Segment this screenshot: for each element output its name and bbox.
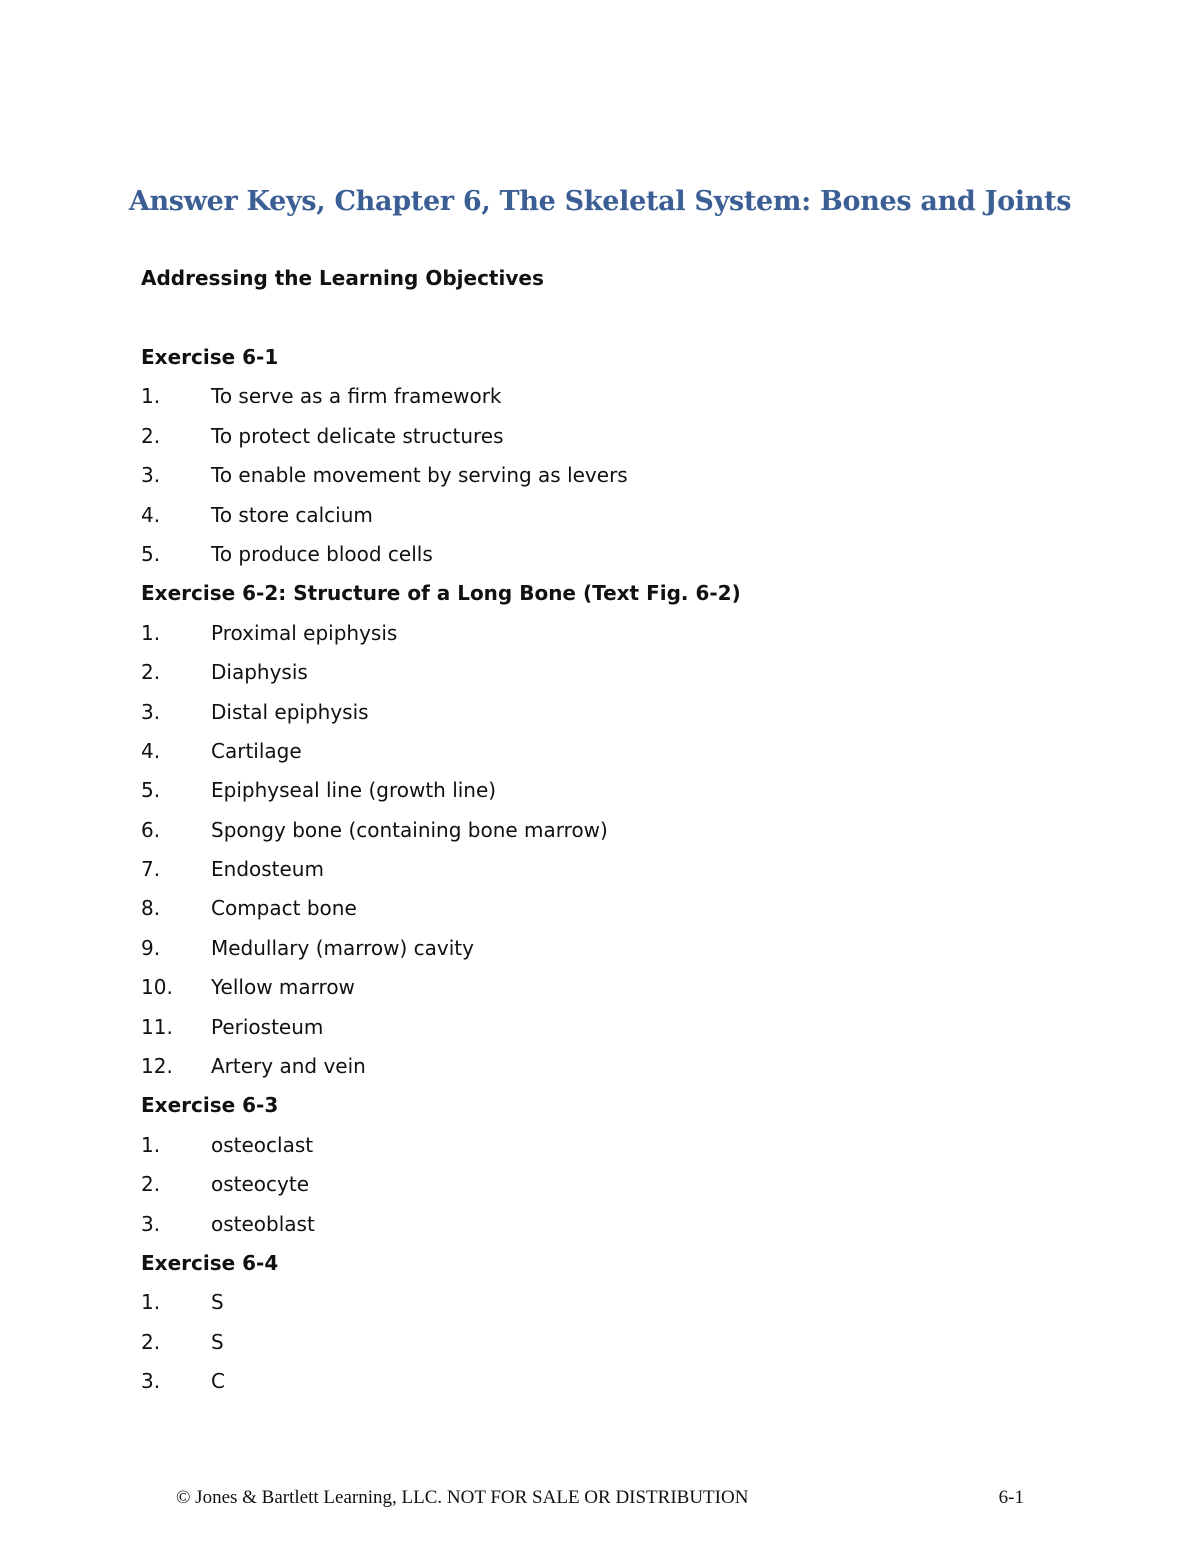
page-number: 6-1 — [998, 1487, 1024, 1508]
answer-number: 3. — [141, 699, 161, 724]
answer-item — [141, 698, 1121, 737]
answer-number: 1. — [141, 384, 161, 409]
answer-text: Proximal epiphysis — [211, 620, 398, 645]
copyright-notice: © Jones & Bartlett Learning, LLC. NOT FOR SALE OR DISTRIBUTION — [176, 1487, 749, 1508]
answer-item — [141, 776, 1121, 815]
answer-item — [141, 1131, 1121, 1170]
page-footer — [176, 1487, 1024, 1509]
answer-item — [141, 422, 1121, 461]
answer-item — [141, 855, 1121, 894]
answer-number: 11. — [141, 1014, 173, 1039]
answer-number: 2. — [141, 1172, 161, 1197]
answer-text: Periosteum — [211, 1014, 324, 1039]
answer-item — [141, 1210, 1121, 1249]
answer-text: S — [211, 1329, 224, 1354]
answer-text: To enable movement by serving as levers — [211, 463, 628, 488]
answer-text: Epiphyseal line (growth line) — [211, 778, 497, 803]
answer-item — [141, 1013, 1121, 1052]
answer-number: 2. — [141, 1329, 161, 1354]
answer-item — [141, 461, 1121, 500]
section-subtitle: Addressing the Learning Objectives — [141, 266, 544, 290]
answer-text: osteoclast — [211, 1132, 314, 1157]
page-title: Answer Keys, Chapter 6, The Skeletal System: Bones and Joints — [128, 186, 1072, 217]
answer-item — [141, 894, 1121, 933]
answer-item — [141, 501, 1121, 540]
answer-text: C — [211, 1369, 225, 1394]
answer-item — [141, 1367, 1121, 1406]
answer-text: osteocyte — [211, 1172, 310, 1197]
answer-text: osteoblast — [211, 1211, 315, 1236]
answer-text: Medullary (marrow) cavity — [211, 935, 474, 960]
answer-item — [141, 382, 1121, 421]
answer-number: 3. — [141, 1211, 161, 1236]
answer-number: 10. — [141, 975, 173, 1000]
answer-item — [141, 1328, 1121, 1367]
answer-text: Distal epiphysis — [211, 699, 369, 724]
answer-text: To serve as a firm framework — [211, 384, 502, 409]
answer-number: 1. — [141, 1290, 161, 1315]
answer-item — [141, 658, 1121, 697]
answer-text: Spongy bone (containing bone marrow) — [211, 817, 608, 842]
answer-item — [141, 540, 1121, 579]
answer-text: To protect delicate structures — [211, 423, 504, 448]
answer-number: 6. — [141, 817, 161, 842]
answer-item — [141, 934, 1121, 973]
answer-number: 5. — [141, 541, 161, 566]
exercise-heading: Exercise 6-1 — [141, 345, 279, 369]
answer-number: 3. — [141, 463, 161, 488]
exercise-heading: Exercise 6-3 — [141, 1093, 279, 1118]
answer-text: To produce blood cells — [211, 541, 433, 566]
answer-number: 3. — [141, 1369, 161, 1394]
answer-item — [141, 1170, 1121, 1209]
answer-number: 9. — [141, 935, 161, 960]
answer-text: Diaphysis — [211, 660, 308, 685]
exercise-heading: Exercise 6-4 — [141, 1250, 279, 1275]
answer-text: S — [211, 1290, 224, 1315]
answer-text: Endosteum — [211, 857, 324, 882]
answer-number: 4. — [141, 502, 161, 527]
answer-item — [141, 1288, 1121, 1327]
answer-text: To store calcium — [211, 502, 373, 527]
answer-number: 4. — [141, 738, 161, 763]
answer-text: Compact bone — [211, 896, 357, 921]
answer-number: 8. — [141, 896, 161, 921]
answer-number: 7. — [141, 857, 161, 882]
answer-number: 2. — [141, 660, 161, 685]
answer-text: Artery and vein — [211, 1054, 366, 1079]
answer-text: Cartilage — [211, 738, 302, 763]
answer-item — [141, 816, 1121, 855]
answer-number: 1. — [141, 1132, 161, 1157]
answer-number: 5. — [141, 778, 161, 803]
answer-number: 1. — [141, 620, 161, 645]
answer-text: Yellow marrow — [211, 975, 355, 1000]
exercise-heading: Exercise 6-2: Structure of a Long Bone (Text Fig. 6-2) — [141, 581, 741, 606]
answer-item — [141, 973, 1121, 1012]
answer-number: 2. — [141, 423, 161, 448]
answer-item — [141, 1052, 1121, 1091]
answer-number: 12. — [141, 1054, 173, 1079]
answer-item — [141, 619, 1121, 658]
answer-item — [141, 737, 1121, 776]
answer-list — [141, 343, 1121, 1407]
